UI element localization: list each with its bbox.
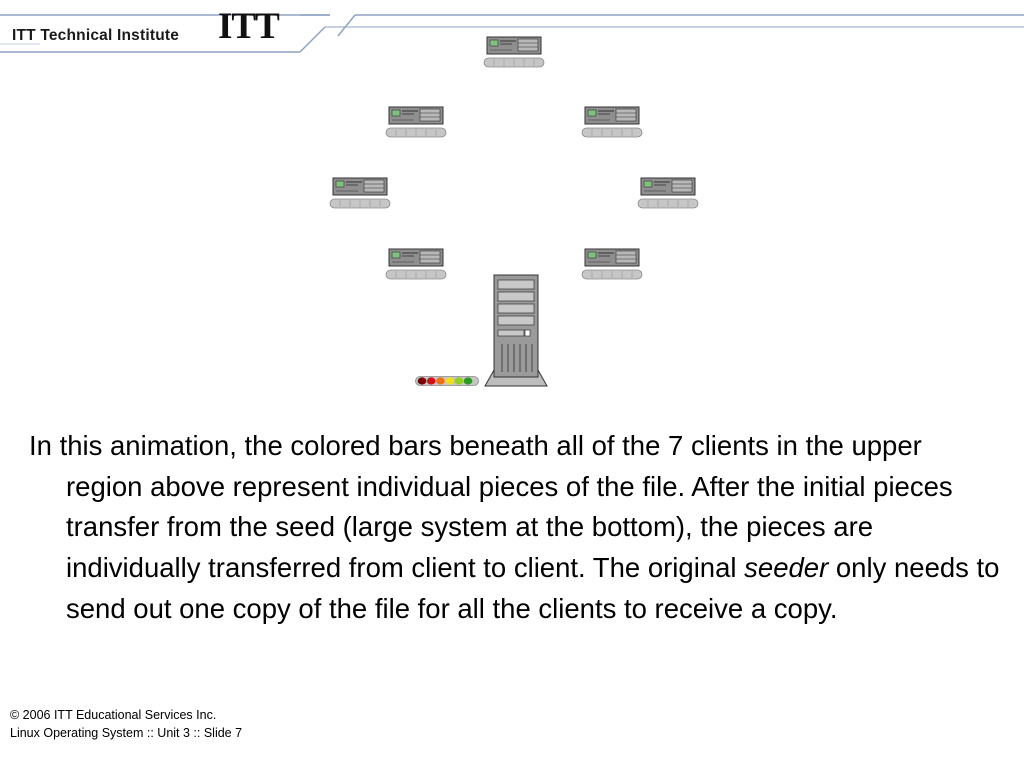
body-paragraph [29,426,1004,630]
client-computer [482,36,546,70]
file-piece [427,377,436,384]
file-piece [445,377,454,384]
institute-name: ITT Technical Institute [12,27,180,44]
italic-term-seeder: seeder [744,552,829,584]
file-piece [464,377,473,384]
slide-body [29,426,1004,630]
client-computer [580,248,644,282]
slide-footer [10,706,242,742]
client-computer [328,177,392,211]
client-computer [636,177,700,211]
paragraph-text-2: only needs to send out one copy of the file for all the clients to receive a copy. [66,552,1000,624]
file-piece [455,377,464,384]
seed-server-tower [484,272,548,388]
client-computer [384,248,448,282]
copyright-notice: © 2006 ITT Educational Services Inc. [10,708,217,722]
itt-logo: ITT [218,6,279,47]
seed-piece-bar [415,376,479,386]
file-piece [418,377,427,384]
client-computer [580,106,644,140]
file-piece [436,377,445,384]
course-slide-info: Linux Operating System :: Unit 3 :: Slide 7 [10,726,243,740]
paragraph-text-1: In this animation, the colored bars beneath all of the 7 clients in the upper region above represent individual pieces of the file. After the initial pieces transfer from the seed (large system at the bottom), the pieces are individually transferred from client to client. The original [29,430,953,584]
client-computer [384,106,448,140]
